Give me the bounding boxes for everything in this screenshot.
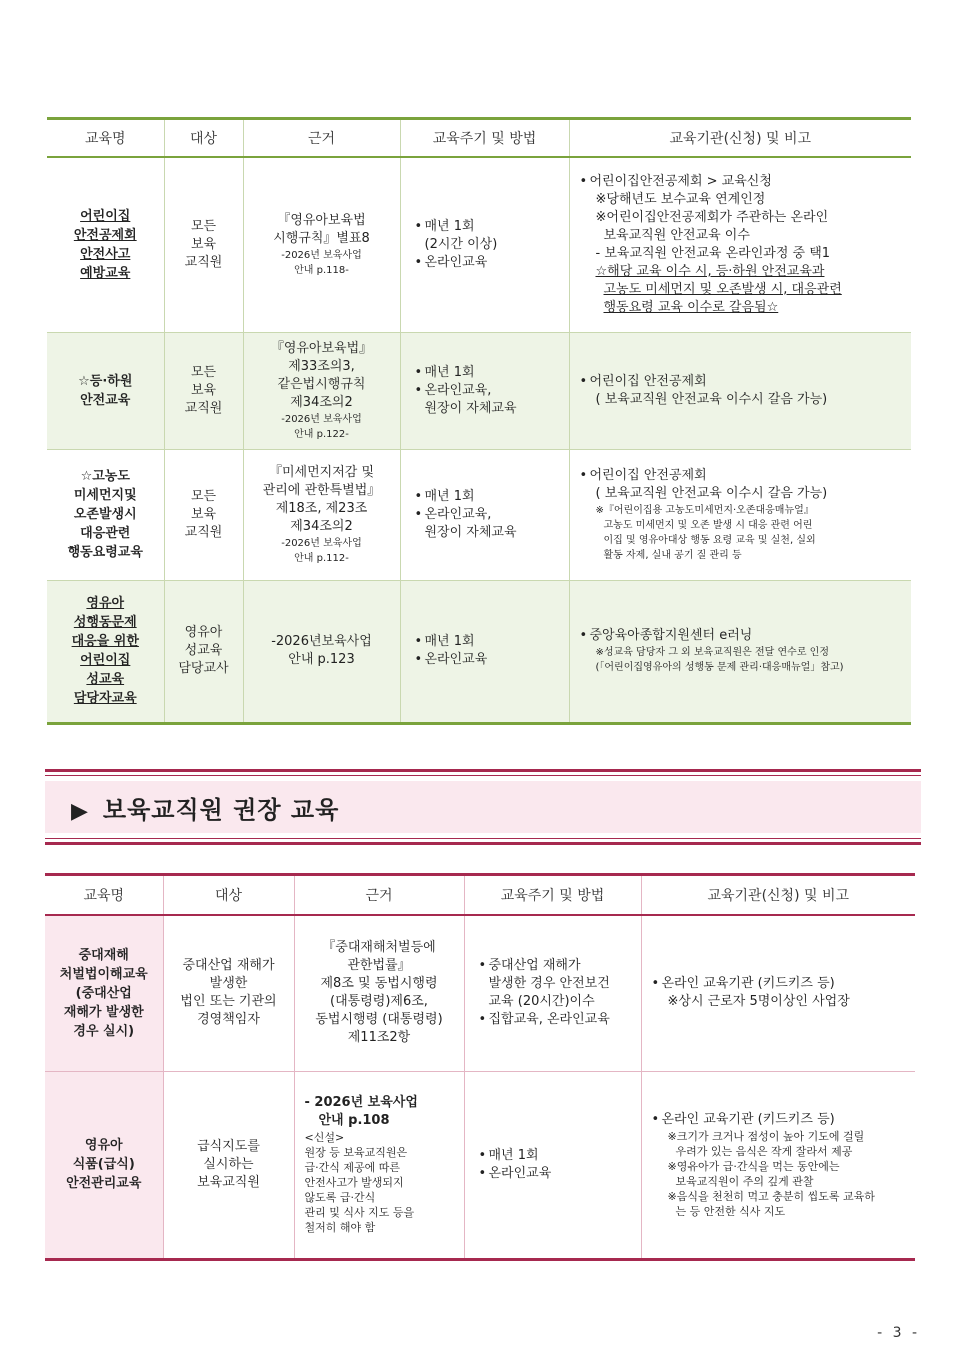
remarks-cell: • 온라인 교육기관 (키드키즈 등) ※크기가 크거나 점성이 높아 기도에 걸릴 우려가 있는 음식은 작게 잘라서 제공 ※영유아가 급·간식을 먹는 동안에는 보육교직원이 주의 깊게 관찰 ※음식을 천천히 먹고 충분히 씹도록 교육하 는 등 안전한 식사 지도 [641,1071,915,1259]
header-cell: 교육주기 및 방법 [464,875,641,916]
target-cell: 모든 보육 교직원 [164,449,243,580]
method-cell: • 중대산업 재해가 발생한 경우 안전보건 교육 (20시간)이수 • 집합교육, 온라인교육 [464,915,641,1071]
banner-rule [45,775,921,776]
method-cell: • 매년 1회 (2시간 이상) • 온라인교육 [400,157,569,332]
header-cell: 대상 [163,875,294,916]
table-row [47,332,911,449]
banner-rule [45,842,921,845]
method-cell: • 매년 1회 • 온라인교육 [400,580,569,723]
basis-cell: 『영유아보육법』 제33조의3, 같은법시행규칙 제34조의2 -2026년 보육사업 안내 p.122- [243,332,400,449]
basis-cell: 『중대재해처벌등에 관한법률』 제8조 및 동법시행령 (대통령령)제6조, 동법시행령 (대통령령) 제11조2항 [294,915,464,1071]
method-cell: • 매년 1회 • 온라인교육, 원장이 자체교육 [400,332,569,449]
table-header-row [47,119,911,158]
table-row [45,915,915,1071]
method-cell: • 매년 1회 • 온라인교육, 원장이 자체교육 [400,449,569,580]
remarks-cell: • 어린이집안전공제회 > 교육신청 ※당해년도 보수교육 연계인정 ※어린이집안전공제회가 주관하는 온라인 보육교직원 안전교육 이수 - 보육교직원 안전교육 온라인과정 중 택1 ☆해당 교육 이수 시, 등·하원 안전교육과 고농도 미세먼지 및 오존발생 시, 대응관련 행동요령 교육 이수로 갈음됨☆ [569,157,911,332]
basis-cell: 『미세먼지저감 및 관리에 관한특별법』 제18조, 제23조 제34조의2 -2026년 보육사업 안내 p.112- [243,449,400,580]
remarks-cell: • 어린이집 안전공제회 ( 보육교직원 안전교육 이수시 갈음 가능) [569,332,911,449]
basis-cell: -2026년보육사업 안내 p.123 [243,580,400,723]
education-name-cell: 중대재해 처벌법이해교육 (중대산업 재해가 발생한 경우 실시) [45,915,163,1071]
header-cell: 교육기관(신청) 및 비고 [569,119,911,158]
remarks-cell: • 온라인 교육기관 (키드키즈 등) ※상시 근로자 5명이상인 사업장 [641,915,915,1071]
basis-cell: - 2026년 보육사업 안내 p.108 <신설> 원장 등 보육교직원은 급·간식 제공에 따른 안전사고가 발생되지 않도록 급·간식 관리 및 식사 지도 등을 철저히 해야 함 [294,1071,464,1259]
table-row [47,449,911,580]
header-cell: 교육명 [47,119,164,158]
method-cell: • 매년 1회 • 온라인교육 [464,1071,641,1259]
education-name-cell: ☆등·하원 안전교육 [47,332,164,449]
recommended-education-table [45,873,915,1261]
banner-rule [45,769,921,772]
table-row [47,580,911,723]
section-banner [45,769,921,845]
header-cell: 교육기관(신청) 및 비고 [641,875,915,916]
table-row [47,157,911,332]
target-cell: 영유아 성교육 담당교사 [164,580,243,723]
target-cell: 모든 보육 교직원 [164,157,243,332]
target-cell: 급식지도를 실시하는 보육교직원 [163,1071,294,1259]
remarks-cell: • 중앙육아종합지원센터 e러닝 ※성교육 담당자 그 외 보육교직원은 전달 연수로 인정 (「어린이집영유아의 성행동 문제 관리·대응매뉴얼」참고) [569,580,911,723]
education-name-cell: ☆고농도 미세먼지및 오존발생시 대응관련 행동요령교육 [47,449,164,580]
target-cell: 중대산업 재해가 발생한 법인 또는 기관의 경영책임자 [163,915,294,1071]
header-cell: 근거 [243,119,400,158]
page-number: - 3 - [877,1325,920,1341]
target-cell: 모든 보육 교직원 [164,332,243,449]
table-row [45,1071,915,1259]
table-header-row [45,875,915,916]
header-cell: 교육명 [45,875,163,916]
header-cell: 교육주기 및 방법 [400,119,569,158]
remarks-cell: • 어린이집 안전공제회 ( 보육교직원 안전교육 이수시 갈음 가능) ※『어린이집용 고농도미세먼지·오존대응매뉴얼』 고농도 미세먼지 및 오존 발생 시 대응 관련 어린 이집 및 영유아대상 행동 요령 교육 및 실천, 실외 활동 자제, 실내 공기 질 관리 등 [569,449,911,580]
header-cell: 근거 [294,875,464,916]
triangle-icon: ▶ [71,799,89,824]
education-name-cell: 영유아 성행동문제 대응을 위한 어린이집 성교육 담당자교육 [47,580,164,723]
mandatory-education-table [47,117,911,725]
header-cell: 대상 [164,119,243,158]
banner-rule [45,838,921,839]
education-name-cell: 영유아 식품(급식) 안전관리교육 [45,1071,163,1259]
basis-cell: 『영유아보육법 시행규칙』별표8 -2026년 보육사업 안내 p.118- [243,157,400,332]
education-name-cell: 어린이집 안전공제회 안전사고 예방교육 [47,157,164,332]
section-title: ▶ 보육교직원 권장 교육 [71,796,340,824]
